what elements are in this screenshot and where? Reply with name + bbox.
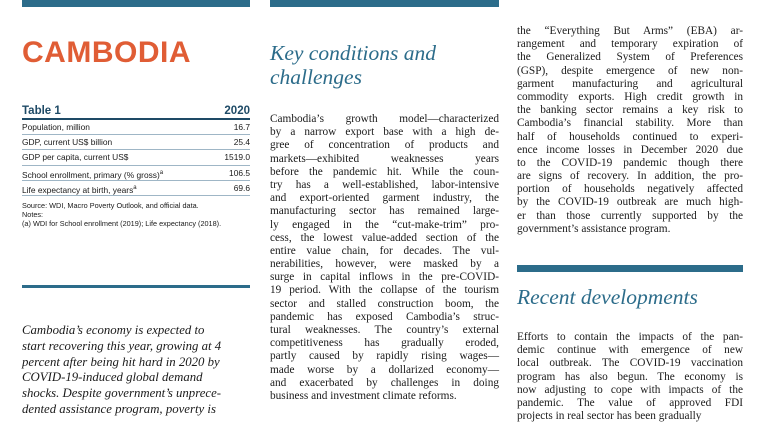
text-line: the “Everything But Arms” (EBA) ar- bbox=[517, 25, 743, 37]
row-value: 69.6 bbox=[233, 182, 250, 193]
table-row bbox=[22, 166, 250, 181]
row-label-text: GDP per capita, current US$ bbox=[22, 152, 129, 163]
row-label bbox=[22, 120, 90, 134]
text-line: tural weaknesses. The country’s external bbox=[270, 324, 499, 336]
table-row bbox=[22, 120, 250, 135]
text-line: sector and stalled construction boom, the bbox=[270, 297, 499, 310]
row-label bbox=[22, 166, 163, 180]
row-label bbox=[22, 150, 128, 164]
continuation-body bbox=[517, 25, 743, 236]
left-column bbox=[22, 0, 250, 416]
text-line: er than those currently supported by the bbox=[517, 209, 743, 222]
summary-line: dented assistance program, poverty is bbox=[22, 401, 216, 416]
text-line: Cambodia’s growth model—characterized bbox=[270, 113, 499, 125]
text-line: now adjusting to cope with impacts of the bbox=[517, 383, 743, 396]
middle-column bbox=[270, 0, 499, 402]
row-value: 25.4 bbox=[233, 137, 250, 148]
heading-line: Key conditions and bbox=[270, 41, 437, 65]
text-line: and export-oriented garment industry, the bbox=[270, 192, 499, 205]
country-title: CAMBODIA bbox=[22, 36, 191, 69]
key-conditions-body bbox=[270, 113, 499, 403]
table-row bbox=[22, 150, 250, 165]
text-line: the Generalized System of Preferences bbox=[517, 51, 743, 64]
table-source: Source: WDI, Macro Poverty Outlook, and official data. bbox=[22, 200, 199, 210]
text-line: local outbreak. The COVID-19 vaccination bbox=[517, 357, 743, 370]
recent-developments-body bbox=[517, 331, 743, 423]
section-divider bbox=[517, 265, 743, 272]
summary-line: start recovering this year, growing at 4 bbox=[22, 338, 222, 353]
text-line: by a narrow export base with a high de- bbox=[270, 126, 499, 139]
table-row bbox=[22, 135, 250, 150]
text-line: Efforts to contain the impacts of the pan- bbox=[517, 331, 743, 343]
text-line: Cambodia’s financial stability. More than bbox=[517, 117, 743, 130]
summary-line: Cambodia’s economy is expected to bbox=[22, 323, 205, 337]
table-notes-label: Notes: bbox=[22, 210, 44, 220]
text-line: the banking sector remains a key risk to bbox=[517, 104, 743, 117]
row-label bbox=[22, 135, 112, 149]
text-line: business and investment climate reforms. bbox=[270, 389, 457, 402]
text-line: cess, the lowest value-added section of the bbox=[270, 231, 499, 244]
row-value: 1519.0 bbox=[224, 152, 250, 163]
text-line: partly caused by rapidly rising wages— bbox=[270, 350, 499, 363]
row-footnote-marker: a bbox=[159, 169, 164, 176]
table-year: 2020 bbox=[224, 105, 250, 117]
top-rule bbox=[270, 0, 499, 7]
text-line: ence income losses in December 2020 due bbox=[517, 143, 743, 156]
summary-line: COVID-19-induced global demand bbox=[22, 370, 203, 385]
text-line: commodity exports. High credit growth in bbox=[517, 90, 743, 103]
text-line: program has also begun. The economy is bbox=[517, 370, 743, 383]
row-footnote-marker: a bbox=[133, 184, 137, 191]
text-line: rangement and temporary expiration of bbox=[517, 38, 743, 51]
text-line: are signs of recovery. In addition, the pro- bbox=[517, 170, 743, 183]
key-indicators-table bbox=[22, 105, 250, 229]
text-line: half of households continued to experi- bbox=[517, 130, 743, 143]
row-value: 106.5 bbox=[229, 167, 250, 178]
table-rows bbox=[22, 120, 250, 196]
table-header bbox=[22, 105, 250, 120]
heading-line: challenges bbox=[270, 65, 362, 89]
table-notes bbox=[22, 201, 250, 229]
text-line: pandemic. The value of approved FDI bbox=[517, 396, 743, 409]
text-line: made worse by a dollarized economy— bbox=[270, 363, 499, 376]
table-note-a: (a) WDI for School enrollment (2019); Life expectancy (2018). bbox=[22, 219, 222, 229]
summary-text bbox=[22, 323, 250, 418]
text-line: 19 period. With the collapse of the tourism bbox=[270, 284, 499, 297]
text-line: before the pandemic hit. While the coun- bbox=[270, 165, 499, 178]
text-line: entire value chain, for decades. The vul- bbox=[270, 244, 499, 257]
summary-line: shocks. Despite government’s unprece- bbox=[22, 386, 222, 401]
row-label-text: School enrollment, primary (% gross) bbox=[22, 169, 160, 180]
text-line: portion of households negatively affected bbox=[517, 183, 743, 196]
text-line: markets—exhibited weaknesses years bbox=[270, 152, 499, 165]
summary-line: percent after being hit hard in 2020 by bbox=[22, 354, 220, 369]
text-line: nerabilities, however, were masked by a bbox=[270, 258, 499, 271]
text-line: competitiveness has gradually eroded, bbox=[270, 337, 499, 350]
row-label-text: GDP, current US$ billion bbox=[22, 137, 113, 148]
text-line: and exacerbated by challenges in doing bbox=[270, 376, 499, 389]
text-line: garment manufacturing and agricultural bbox=[517, 77, 743, 90]
table-bottom-rule bbox=[22, 285, 250, 288]
section-heading-key-conditions bbox=[270, 41, 499, 89]
text-line: by the COVID-19 outbreak are much high- bbox=[517, 196, 743, 209]
text-line: try has a well-established, labor-intensive bbox=[270, 178, 499, 191]
section-heading-recent-developments: Recent developments bbox=[517, 285, 698, 309]
text-line: surge in capital inflows in the pre-COVID- bbox=[270, 271, 499, 284]
text-line: government’s assistance program. bbox=[517, 222, 671, 235]
row-label-text: Life expectancy at birth, years bbox=[22, 184, 134, 195]
row-value: 16.7 bbox=[233, 122, 250, 132]
text-line: demic continue with emergence of new bbox=[517, 344, 743, 357]
top-rule bbox=[22, 0, 250, 7]
text-line: projects in real sector has been gradually bbox=[517, 410, 702, 423]
text-line: to the COVID-19 pandemic though there bbox=[517, 156, 743, 169]
row-label bbox=[22, 181, 137, 195]
text-line: (GSP), despite emergence of new non- bbox=[517, 64, 743, 77]
text-line: manufacturing sector has remained large- bbox=[270, 205, 499, 218]
row-label-text: Population, million bbox=[22, 122, 90, 132]
table-title: Table 1 bbox=[22, 105, 61, 117]
text-line: ly engaged in the “cut-make-trim” pro- bbox=[270, 218, 499, 231]
table-row bbox=[22, 181, 250, 196]
text-line: pandemic has exposed Cambodia’s struc- bbox=[270, 310, 499, 323]
text-line: gree of concentration of products and bbox=[270, 139, 499, 152]
